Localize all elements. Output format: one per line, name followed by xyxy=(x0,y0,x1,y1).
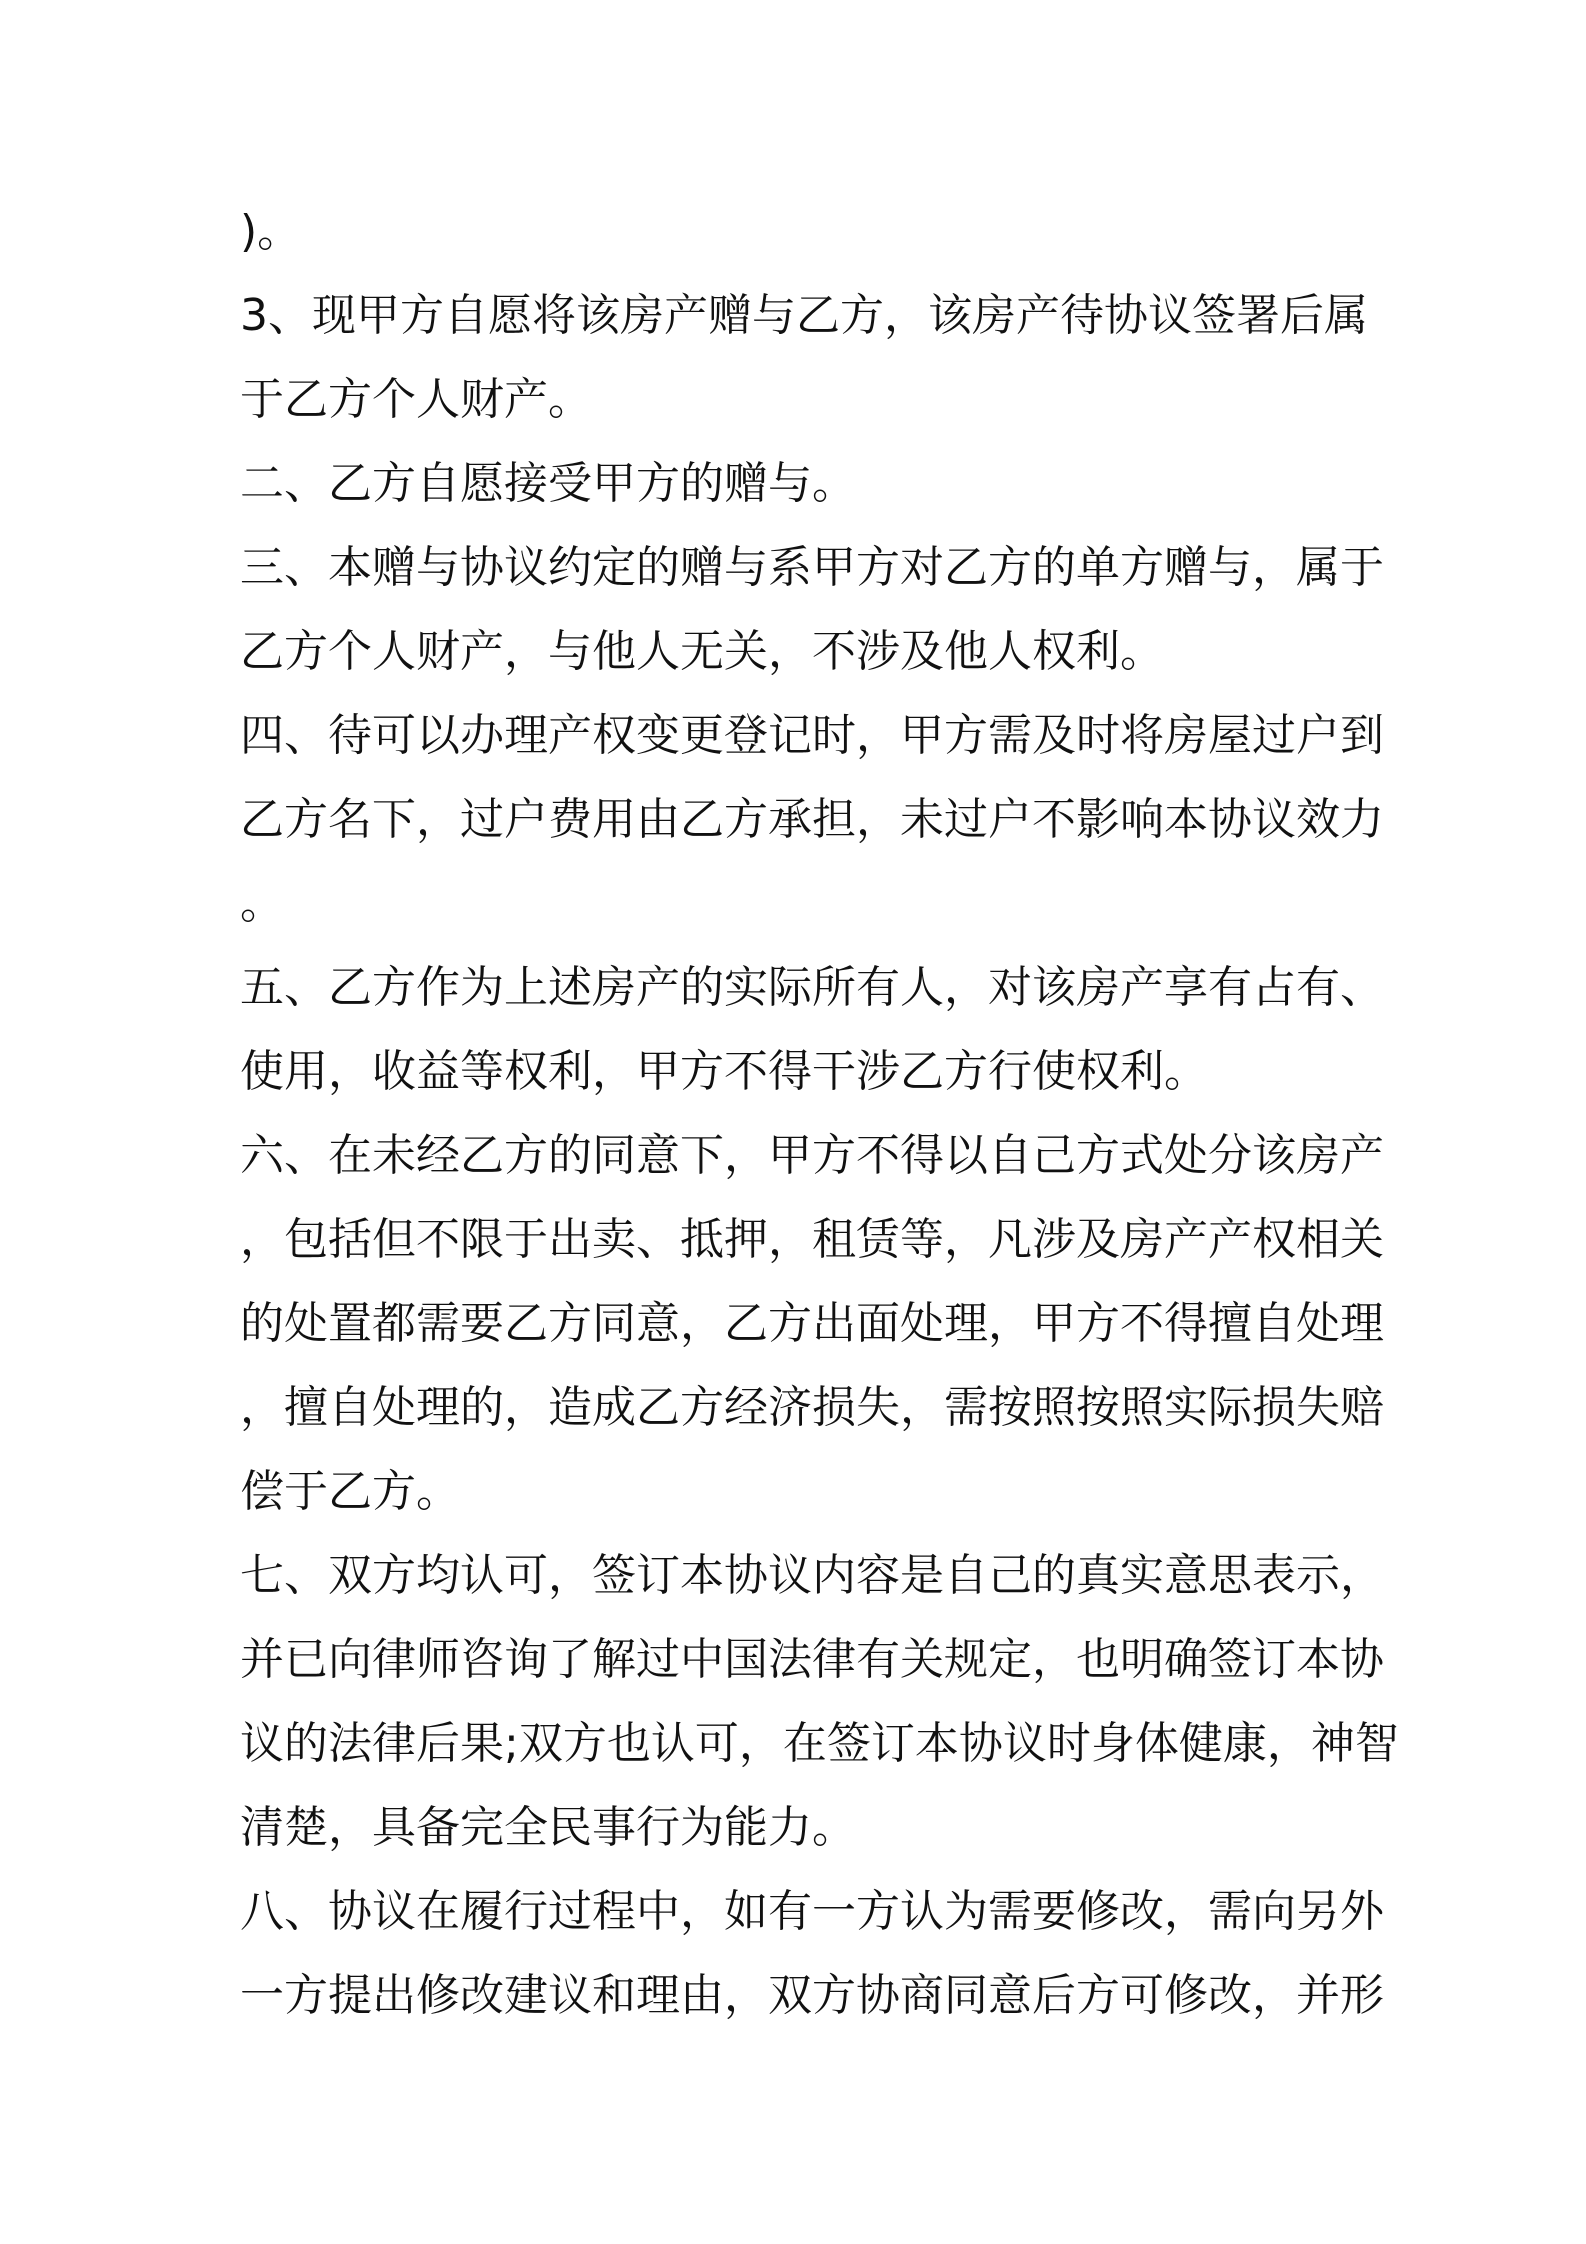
text-line: 的处置都需要乙方同意，乙方出面处理，甲方不得擅自处理 xyxy=(240,1298,1384,1349)
text-line: 六、在未经乙方的同意下，甲方不得以自己方式处分该房产 xyxy=(240,1130,1384,1181)
document-body xyxy=(240,190,1399,2038)
text-line: 3、现甲方自愿将该房产赠与乙方，该房产待协议签署后属 xyxy=(240,290,1368,341)
text-line: 五、乙方作为上述房产的实际所有人，对该房产享有占有、 xyxy=(240,962,1384,1013)
text-line: 三、本赠与协议约定的赠与系甲方对乙方的单方赠与，属于 xyxy=(240,542,1384,593)
text-line: 议的法律后果;双方也认可，在签订本协议时身体健康，神智 xyxy=(240,1718,1399,1769)
text-line: 于乙方个人财产。 xyxy=(240,374,592,425)
text-line: 一方提出修改建议和理由，双方协商同意后方可修改，并形 xyxy=(240,1970,1384,2021)
text-line: ，包括但不限于出卖、抵押，租赁等，凡涉及房产产权相关 xyxy=(240,1214,1384,1265)
text-line: 四、待可以办理产权变更登记时，甲方需及时将房屋过户到 xyxy=(240,710,1384,761)
text-line: 八、协议在履行过程中，如有一方认为需要修改，需向另外 xyxy=(240,1886,1384,1937)
text-line: 七、双方均认可，签订本协议内容是自己的真实意思表示， xyxy=(240,1550,1384,1601)
text-line: 二、乙方自愿接受甲方的赠与。 xyxy=(240,458,856,509)
text-line: 清楚，具备完全民事行为能力。 xyxy=(240,1802,856,1853)
text-line: 使用，收益等权利，甲方不得干涉乙方行使权利。 xyxy=(240,1046,1208,1097)
text-line: ，擅自处理的，造成乙方经济损失，需按照按照实际损失赔 xyxy=(240,1382,1384,1433)
text-line: 并已向律师咨询了解过中国法律有关规定，也明确签订本协 xyxy=(240,1634,1384,1685)
text-line: 。 xyxy=(240,878,284,929)
text-line: 乙方个人财产，与他人无关，不涉及他人权利。 xyxy=(240,626,1164,677)
text-line: 偿于乙方。 xyxy=(240,1466,460,1517)
text-line: )。 xyxy=(240,206,302,257)
text-line: 乙方名下，过户费用由乙方承担，未过户不影响本协议效力 xyxy=(240,794,1384,845)
